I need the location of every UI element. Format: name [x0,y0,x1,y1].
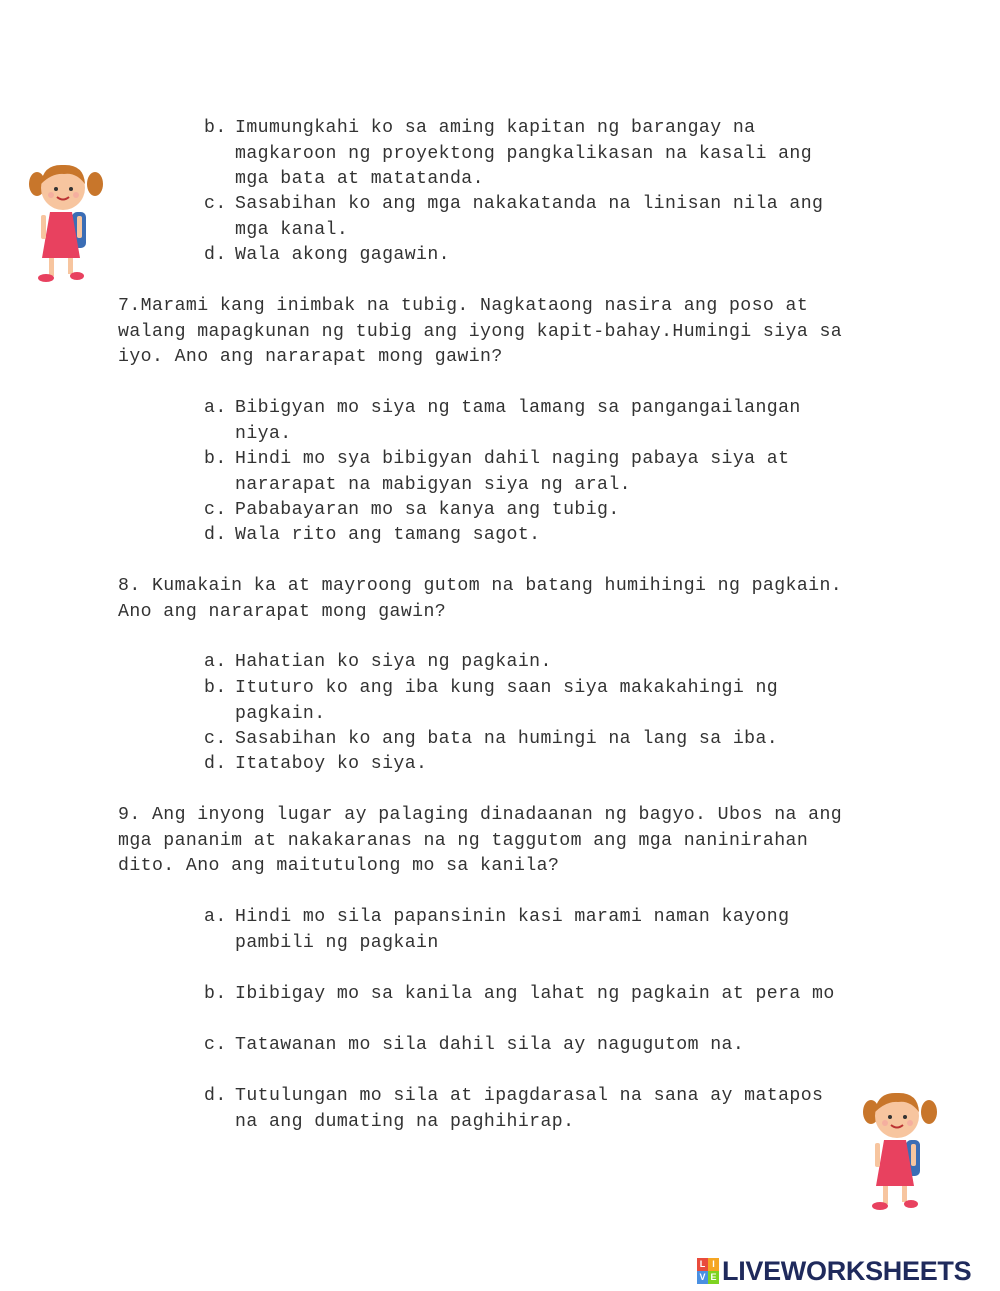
q6-option-b-line-3: mga bata at matatanda. [235,169,484,189]
q7-option-b-line-1: Hindi mo sya bibigyan dahil naging pabaya siya at [235,449,790,469]
q7-option-d-line-1: Wala rito ang tamang sagot. [235,525,541,545]
liveworksheets-logo[interactable] [697,1256,971,1286]
q8-option-a-line-1: Hahatian ko siya ng pagkain. [235,652,552,672]
q7-question-line-1: 7.Marami kang inimbak na tubig. Nagkataong nasira ang poso at [118,296,809,316]
q9-option-c-letter: c. [204,1035,227,1055]
q7-question-line-3: iyo. Ano ang nararapat mong gawin? [118,347,503,367]
q8-option-c-letter: c. [204,729,227,749]
q9-question-line-1: 9. Ang inyong lugar ay palaging dinadaanan ng bagyo. Ubos na ang [118,805,843,825]
q9-option-b-letter: b. [204,984,227,1004]
q9-option-c-line-1: Tatawanan mo sila dahil sila ay nagugutom na. [235,1035,745,1055]
q8-option-c-line-1: Sasabihan ko ang bata na humingi na lang sa iba. [235,729,779,749]
q9-option-a-letter: a. [204,907,227,927]
q9-option-d-line-2: na ang dumating na paghihirap. [235,1111,575,1132]
q7-option-a-line-1: Bibigyan mo siya ng tama lamang sa pangangailangan [235,398,801,418]
q9-option-a-line-2: pambili ng pagkain [235,932,439,953]
q6-option-b-line-2: magkaroon ng proyektong pangkalikasan na kasali ang [235,143,813,164]
q9-question-line-2: mga pananim at nakakaranas na ng taggutom ang mga naninirahan [118,830,809,851]
logo-text: LIVEWORKSHEETS [722,1255,972,1286]
q7-option-b-letter: b. [204,449,227,469]
q7-option-c-line-1: Pababayaran mo sa kanya ang tubig. [235,500,620,520]
q6-option-c-line-1: Sasabihan ko ang mga nakakatanda na linisan nila ang [235,194,824,214]
q8-option-d-line-1: Itataboy ko siya. [235,754,428,774]
q6-option-b-line-1: Imumungkahi ko sa aming kapitan ng barangay na [235,118,756,138]
q7-option-d-letter: d. [204,525,227,545]
q7-option-a-letter: a. [204,398,227,418]
q7-option-c-letter: c. [204,500,227,520]
q7-question-line-2: walang mapagkunan ng tubig ang iyong kapit-bahay.Humingi siya sa [118,321,843,342]
q6-option-d-letter: d. [204,245,227,265]
q8-question-line-2: Ano ang nararapat mong gawin? [118,601,447,622]
logo-mark-letter-i: I [708,1258,719,1271]
q6-option-d-line-1: Wala akong gagawin. [235,245,450,265]
q8-option-b-line-1: Ituturo ko ang iba kung saan siya makakahingi ng [235,678,779,698]
q9-option-a-line-1: Hindi mo sila papansinin kasi marami naman kayong [235,907,790,927]
girl-with-backpack-icon [28,160,106,285]
q8-option-b-line-2: pagkain. [235,703,326,724]
q9-question-line-3: dito. Ano ang maitutulong mo sa kanila? [118,856,560,876]
logo-mark-letter-e: E [708,1271,719,1284]
q6-option-c-line-2: mga kanal. [235,219,349,240]
q8-option-d-letter: d. [204,754,227,774]
q9-option-d-line-1: Tutulungan mo sila at ipagdarasal na sana ay matapos [235,1086,824,1106]
q6-option-c-letter: c. [204,194,227,214]
q8-option-a-letter: a. [204,652,227,672]
q9-option-b-line-1: Ibibigay mo sa kanila ang lahat ng pagkain at pera mo [235,984,835,1004]
q9-option-d-letter: d. [204,1086,227,1106]
logo-mark-letter-l: L [697,1258,708,1271]
logo-mark-letter-v: V [697,1271,708,1284]
q6-option-b-letter: b. [204,118,227,138]
q8-question-line-1: 8. Kumakain ka at mayroong gutom na batang humihingi ng pagkain. [118,576,843,596]
q7-option-b-line-2: nararapat na mabigyan siya ng aral. [235,474,631,495]
live-logo-mark-icon [697,1258,719,1284]
q8-option-b-letter: b. [204,678,227,698]
girl-with-backpack-icon [862,1088,940,1213]
q7-option-a-line-2: niya. [235,423,292,444]
